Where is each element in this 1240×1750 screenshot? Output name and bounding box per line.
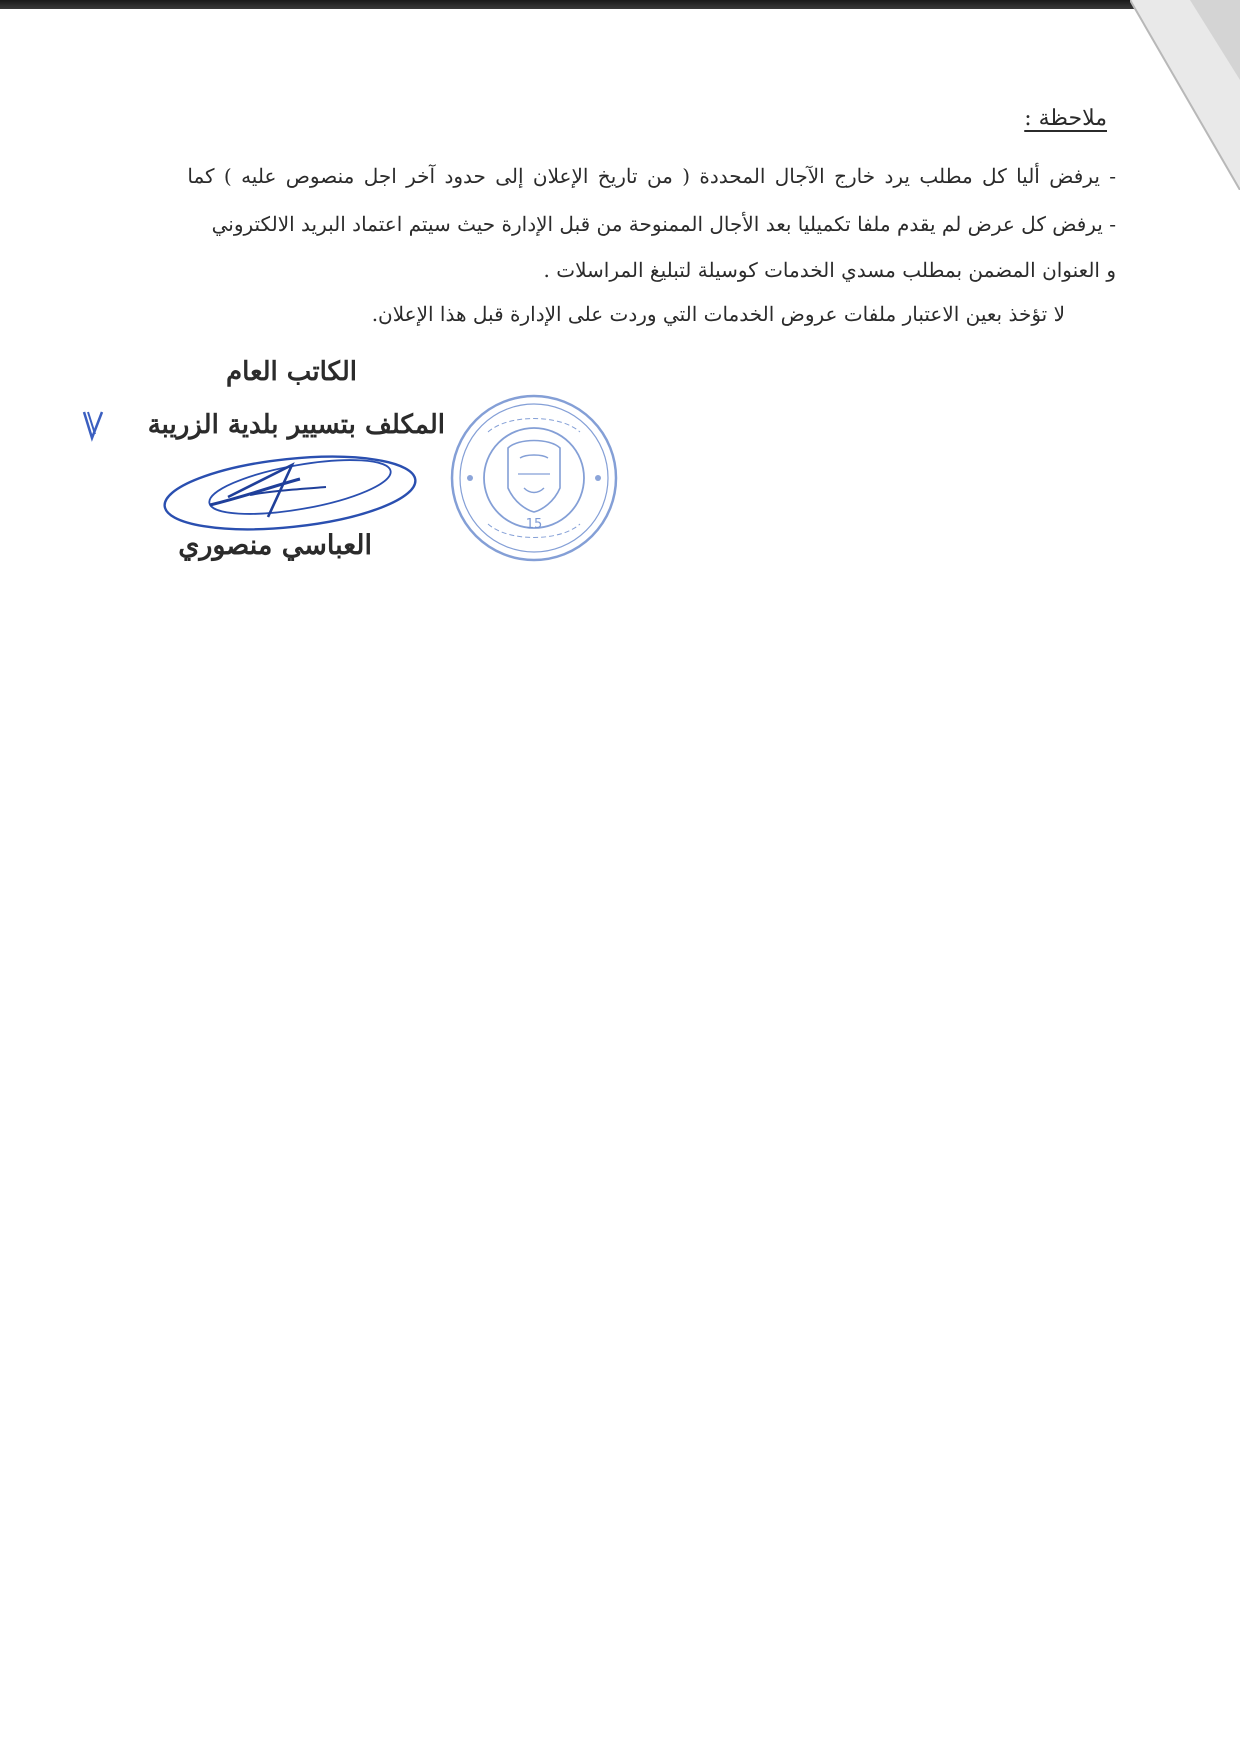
note-line-1: - يرفض أليا كل مطلب يرد خارج الآجال المحددة ( من تاريخ الإعلان إلى حدود آخر اجل منصوص عليه ) كما <box>187 164 1116 188</box>
signatory-name: العباسي منصوري <box>178 530 372 561</box>
note-line-3: و العنوان المضمن بمطلب مسدي الخدمات كوسيلة لتبليغ المراسلات . <box>543 258 1116 282</box>
handwritten-signature <box>150 425 430 555</box>
signatory-role: المكلف بتسيير بلدية الزريبة <box>147 410 445 440</box>
signatory-title: الكاتب العام <box>226 357 357 387</box>
note-line-4: لا تؤخذ بعين الاعتبار ملفات عروض الخدمات التي وردت على الإدارة قبل هذا الإعلان. <box>371 302 1065 326</box>
handwritten-mark-icon <box>80 408 106 442</box>
stamp-number: 15 <box>525 517 543 532</box>
note-heading: ملاحظة : <box>1024 106 1107 131</box>
official-stamp <box>448 392 620 564</box>
note-line-2: - يرفض كل عرض لم يقدم ملفا تكميليا بعد الأجال الممنوحة من قبل الإدارة حيث سيتم اعتماد البريد الالكتروني <box>211 212 1116 236</box>
